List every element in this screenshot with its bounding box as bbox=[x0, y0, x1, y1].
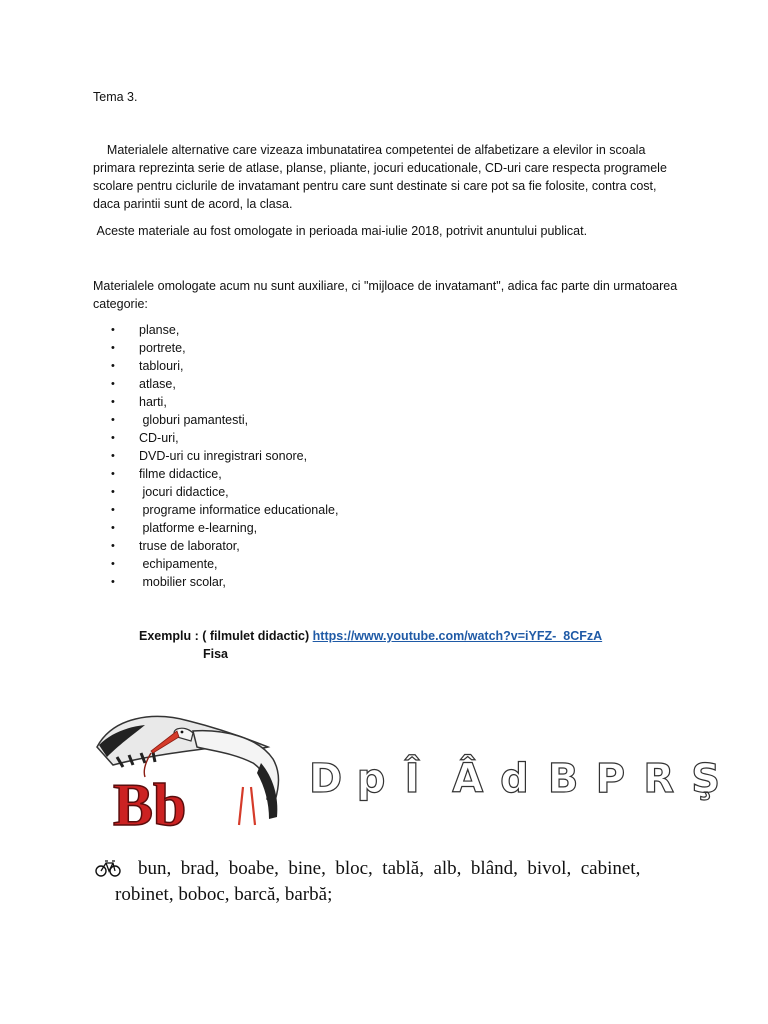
outline-letter: p bbox=[356, 756, 386, 802]
bullet: • bbox=[111, 342, 115, 354]
list-item bbox=[111, 555, 338, 573]
bullet: • bbox=[111, 486, 115, 498]
list-item bbox=[111, 429, 338, 447]
list-item-text: globuri pamantesti, bbox=[139, 413, 249, 427]
list-item bbox=[111, 573, 338, 591]
outline-letter: Î bbox=[404, 756, 420, 802]
bullet: • bbox=[111, 522, 115, 534]
bullet: • bbox=[111, 468, 115, 480]
list-item bbox=[111, 375, 338, 393]
list-item-text: platforme e-learning, bbox=[139, 521, 258, 535]
list-item bbox=[111, 447, 338, 465]
list-item-text: CD-uri, bbox=[139, 431, 179, 445]
list-item-text: jocuri didactice, bbox=[139, 485, 229, 499]
outline-letter: D bbox=[309, 756, 343, 802]
bullet: • bbox=[111, 360, 115, 372]
list-item-text: planse, bbox=[139, 323, 180, 337]
example-video-link[interactable]: https://www.youtube.com/watch?v=iYFZ-_8CFzA bbox=[312, 629, 603, 643]
approval-paragraph: Aceste materiale au fost omologate in perioada mai-iulie 2018, potrivit anuntului publicat. bbox=[93, 224, 588, 238]
words-line-2: robinet, boboc, barcă, barbă; bbox=[115, 884, 333, 905]
outline-letter: d bbox=[500, 756, 529, 802]
list-item bbox=[111, 393, 338, 411]
bullet: • bbox=[111, 504, 115, 516]
list-item-text: DVD-uri cu inregistrari sonore, bbox=[139, 449, 308, 463]
bullet: • bbox=[111, 540, 115, 552]
worksheet-label: Fisa bbox=[203, 647, 229, 661]
list-item bbox=[111, 483, 338, 501]
materials-list bbox=[111, 321, 338, 591]
list-item-text: filme didactice, bbox=[139, 467, 222, 481]
bullet: • bbox=[111, 558, 115, 570]
bullet: • bbox=[111, 450, 115, 462]
list-item bbox=[111, 321, 338, 339]
words-line-1: bun, brad, boabe, bine, bloc, tablă, alb, blând, bivol, cabinet, bbox=[138, 858, 641, 879]
category-paragraph: Materialele omologate acum nu sunt auxiliare, ci "mijloace de invatamant", adica fac parte din urmatoarea categorie: bbox=[93, 279, 678, 311]
list-item-text: harti, bbox=[139, 395, 167, 409]
bicycle-icon bbox=[95, 858, 121, 878]
list-item-text: programe informatice educationale, bbox=[139, 503, 339, 517]
outline-letter: R bbox=[643, 756, 675, 802]
bullet: • bbox=[111, 324, 115, 336]
stork-illustration bbox=[93, 707, 290, 835]
document-title: Tema 3. bbox=[93, 90, 138, 104]
bullet: • bbox=[111, 432, 115, 444]
stork-letters: Bb bbox=[113, 772, 187, 835]
outline-letter: P bbox=[595, 756, 626, 802]
list-item-text: echipamente, bbox=[139, 557, 218, 571]
list-item bbox=[111, 411, 338, 429]
list-item-text: portrete, bbox=[139, 341, 186, 355]
outline-letter: Â bbox=[452, 756, 484, 802]
list-item bbox=[111, 519, 338, 537]
outline-letters bbox=[305, 752, 735, 802]
bullet: • bbox=[111, 378, 115, 390]
example-label: Exemplu : ( filmulet didactic) bbox=[139, 629, 313, 643]
bullet: • bbox=[111, 576, 115, 588]
example-line bbox=[139, 627, 602, 645]
list-item-text: atlase, bbox=[139, 377, 176, 391]
outline-letter: Ş bbox=[691, 756, 721, 802]
list-item bbox=[111, 537, 338, 555]
bullet: • bbox=[111, 414, 115, 426]
list-item bbox=[111, 357, 338, 375]
list-item bbox=[111, 501, 338, 519]
intro-paragraph: Materialele alternative care vizeaza imbunatatirea competentei de alfabetizare a elevilor in scoala primara reprezinta serie de atlase, planse, pliante, jocuri educationale, CD-uri care respecta programele scolare pentru ciclurile de invatamant pentru care sunt destinate si care pot sa fie folosite, contra cost, daca parintii sunt de acord, la clasa. bbox=[93, 143, 671, 211]
list-item-text: mobilier scolar, bbox=[139, 575, 226, 589]
outline-letter: B bbox=[547, 756, 579, 802]
list-item bbox=[111, 339, 338, 357]
list-item-text: truse de laborator, bbox=[139, 539, 240, 553]
list-item-text: tablouri, bbox=[139, 359, 184, 373]
bullet: • bbox=[111, 396, 115, 408]
list-item bbox=[111, 465, 338, 483]
